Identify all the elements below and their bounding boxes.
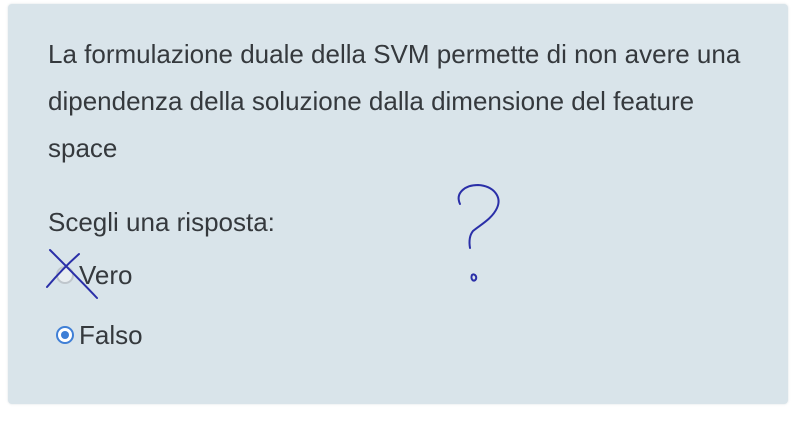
answer-prompt: Scegli una risposta: [48, 207, 275, 237]
radio-vero[interactable] [56, 266, 74, 284]
option-vero[interactable] [56, 258, 133, 292]
radio-falso[interactable] [56, 326, 74, 344]
option-falso-label: Falso [79, 320, 143, 350]
question-text: La formulazione duale della SVM permette di non avere una dipendenza della soluzione dalla dimensione del feature space [48, 39, 741, 163]
question-card [8, 4, 788, 404]
option-vero-label: Vero [79, 260, 133, 290]
option-falso[interactable] [56, 318, 143, 352]
